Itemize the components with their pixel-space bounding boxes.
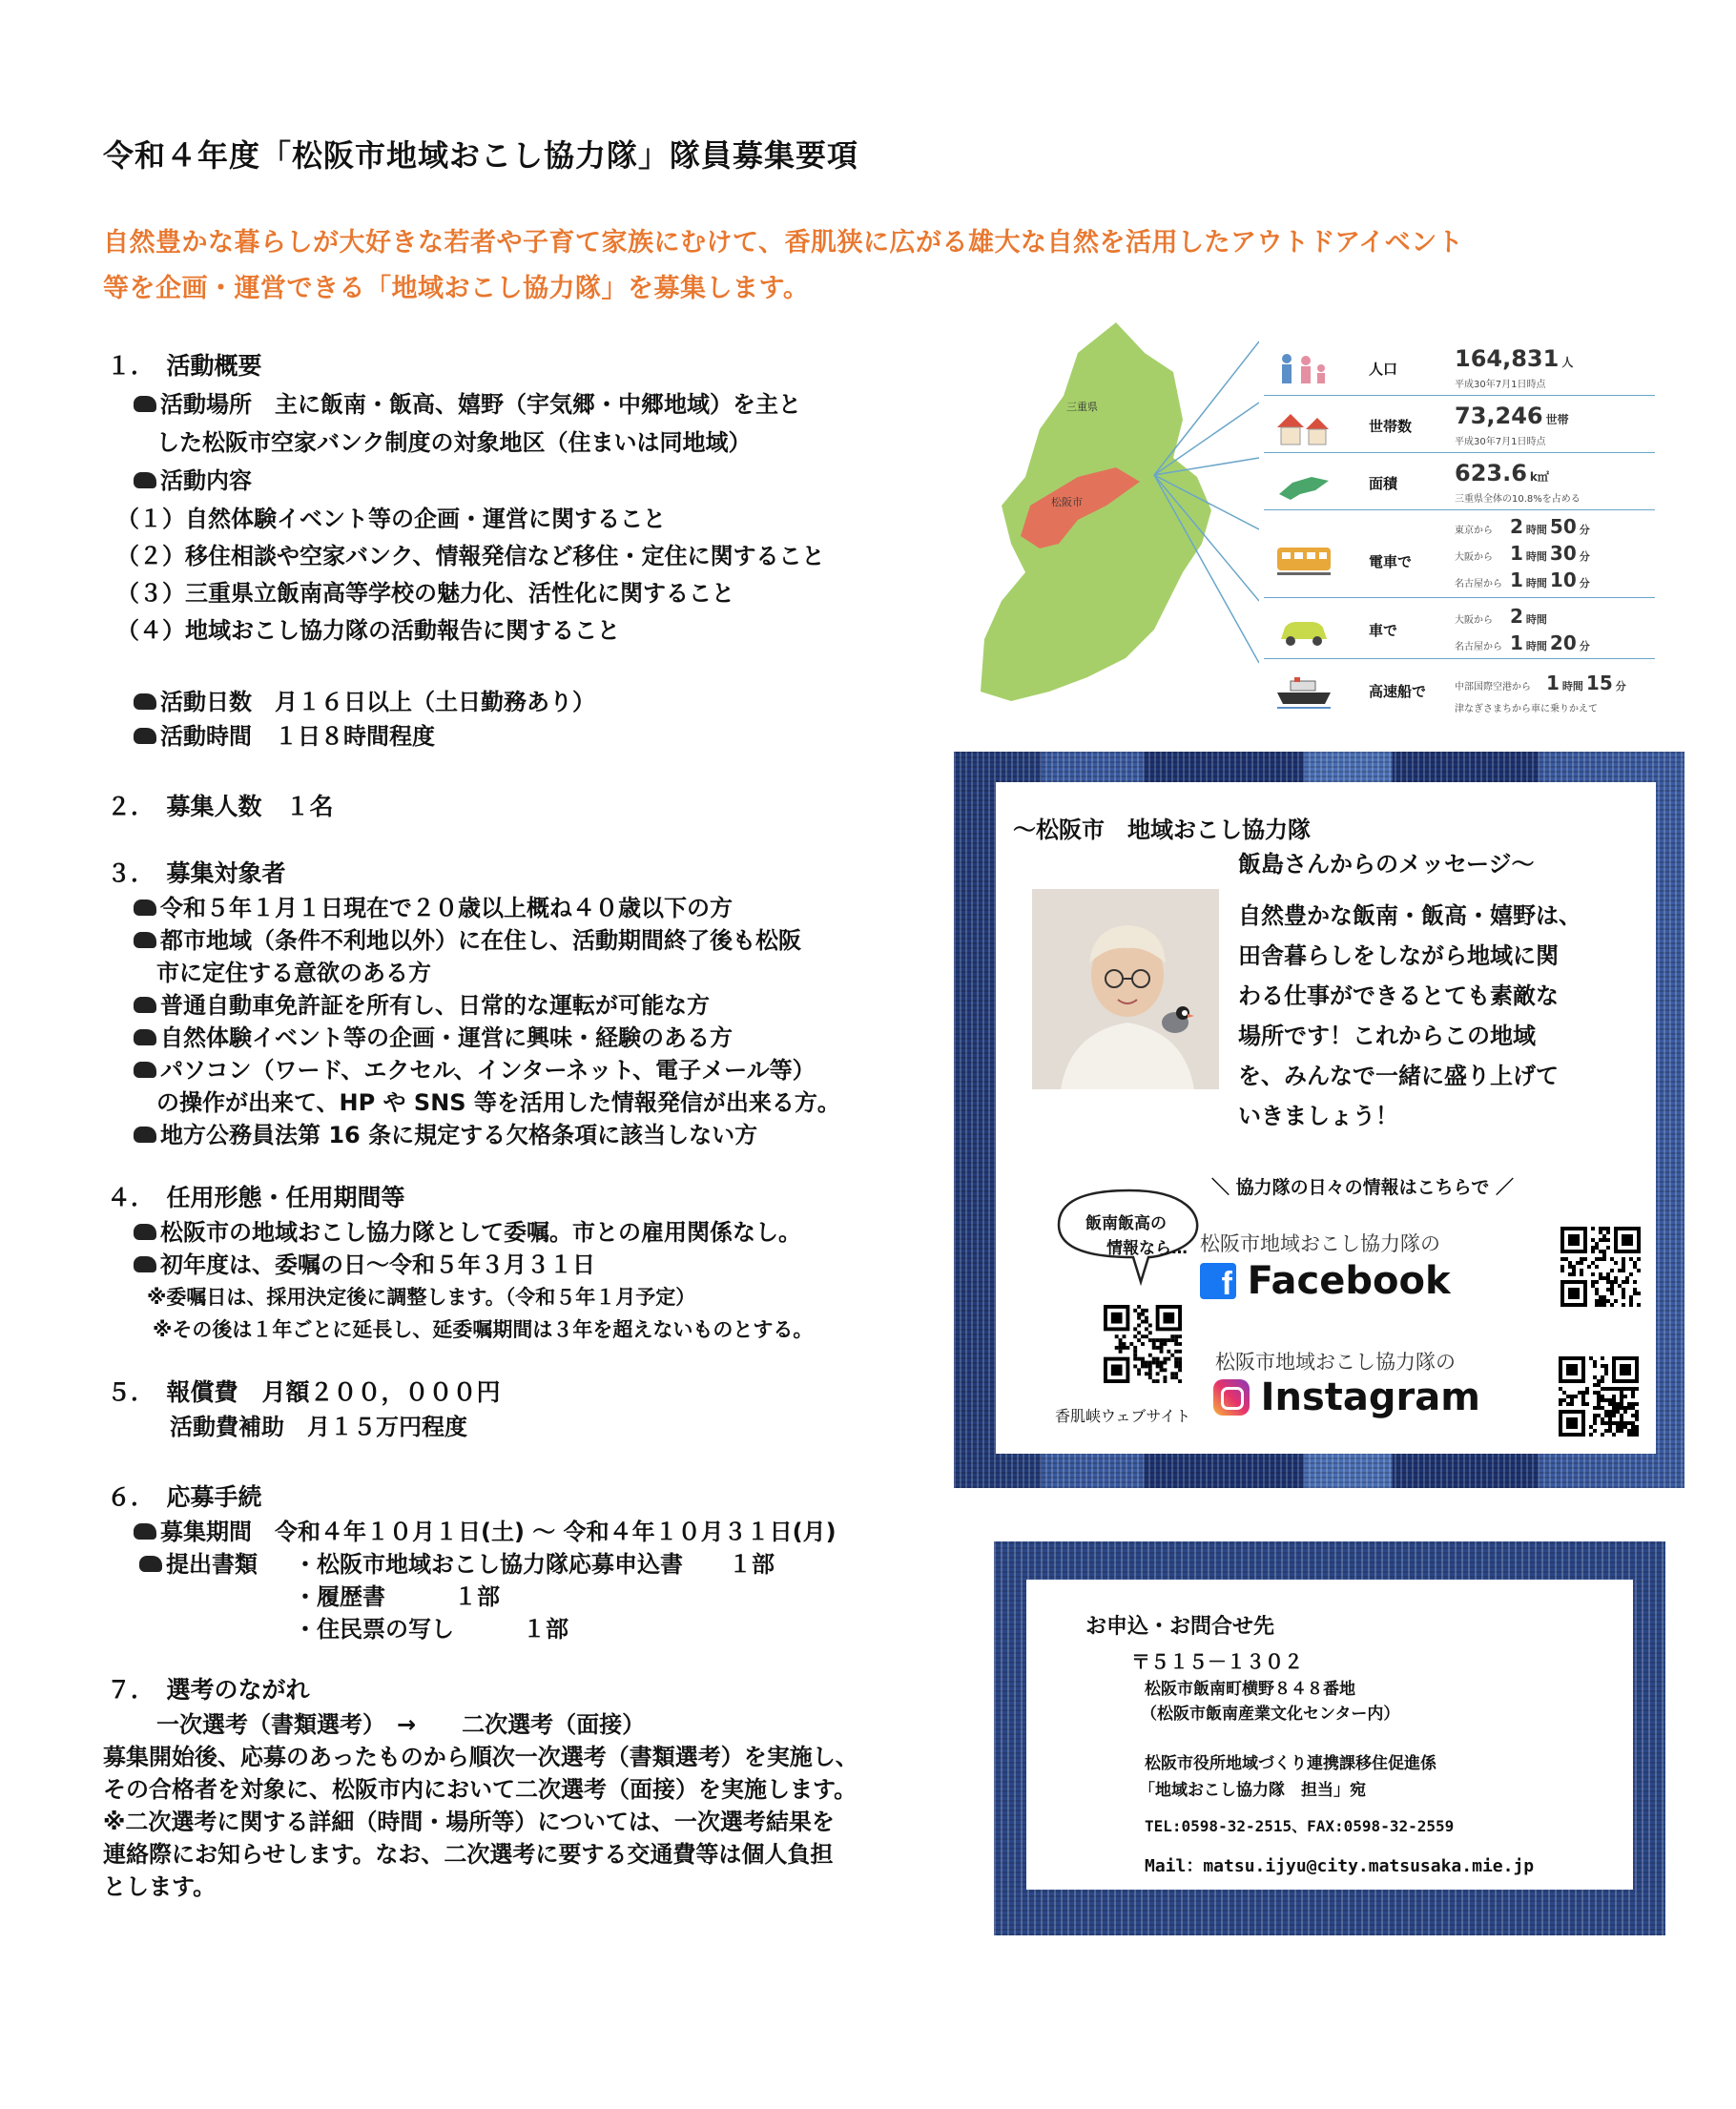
activity-item: （１）自然体験イベント等の企画・運営に関すること	[116, 506, 666, 532]
section-3-heading: ３． 募集対象者	[107, 859, 286, 887]
mie-prefecture-map	[973, 315, 1259, 706]
eligibility-item: 普通自動車免許証を所有し、日常的な運転が可能な方	[134, 986, 710, 1020]
contact-zip: 〒５１５－１３０２	[1131, 1650, 1303, 1673]
bullet-icon	[134, 899, 156, 916]
activity-item: （３）三重県立飯南高等学校の魅力化、活性化に関すること	[116, 580, 734, 607]
divider	[1264, 509, 1655, 510]
map-label-city: 松阪市	[1051, 496, 1083, 508]
required-doc: ・住民票の写し １部	[294, 1616, 568, 1643]
stat-area: 面積 623.6 k㎡ 三重県全体の10.8%を占める	[1264, 454, 1655, 517]
ship-icon	[1273, 673, 1334, 713]
eligibility-item: 地方公務員法第 16 条に規定する欠格条項に該当しない方	[134, 1116, 757, 1149]
bullet-icon	[134, 1523, 156, 1540]
required-docs-label: 提出書類	[139, 1545, 258, 1579]
facebook-caption: 松阪市地域おこし協力隊の	[1200, 1232, 1440, 1255]
contact-address: （松阪市飯南産業文化センター内）	[1141, 1705, 1400, 1724]
bubble-text: 情報なら…	[1106, 1239, 1188, 1258]
stat-car: 車で 大阪から 2 時間 名古屋から 1 時間 20 分	[1264, 601, 1655, 664]
map-label-mie: 三重県	[1066, 401, 1098, 413]
website-caption: 香肌峡ウェブサイト	[1055, 1407, 1191, 1425]
message-body-line: 田舎暮らしをしながら地域に関	[1238, 942, 1559, 969]
website-qr-code-icon[interactable]	[1097, 1305, 1188, 1383]
message-body-line: を、みんなで一緒に盛り上げて	[1238, 1063, 1559, 1089]
contact-card	[1026, 1580, 1633, 1890]
divider	[1264, 597, 1655, 598]
lead-text-line: 自然豊かな暮らしが大好きな若者や子育て家族にむけて、香肌狭に広がる雄大な自然を活用したアウトドアイベント	[103, 228, 1464, 258]
selection-body-line: とします。	[103, 1873, 217, 1900]
eligibility-item: 令和５年１月１日現在で２０歳以上概ね４０歳以下の方	[134, 889, 733, 922]
contact-email[interactable]: Mail：matsu.ijyu@city.matsusaka.mie.jp	[1145, 1856, 1535, 1876]
section-4-heading: ４． 任用形態・任用期間等	[107, 1184, 405, 1211]
message-body-line: わる仕事ができるとても素敵な	[1238, 982, 1559, 1009]
employment-note: ※その後は１年ごとに延長し、延委嘱期間は３年を超えないものとする。	[153, 1318, 814, 1341]
activity-place-cont: した松阪市空家バンク制度の対象地区（住まいは同地域）	[156, 429, 752, 456]
activity-hours: 活動時間 １日８時間程度	[134, 717, 435, 751]
selection-body-line: その合格者を対象に、松阪市内において二次選考（面接）を実施します。	[103, 1776, 858, 1803]
bullet-icon	[134, 1256, 156, 1272]
section-2-heading: ２． 募集人数 １名	[107, 793, 334, 820]
eligibility-item-cont: の操作が出来て、HP や SNS 等を活用した情報発信が出来る方。	[156, 1089, 840, 1116]
people-icon	[1273, 351, 1334, 391]
message-title: ～松阪市 地域おこし協力隊	[1013, 817, 1311, 843]
eligibility-item-cont: 市に定住する意欲のある方	[156, 960, 431, 986]
bubble-text: 飯南飯高の	[1085, 1214, 1167, 1233]
section-1-heading: １． 活動概要	[107, 352, 262, 380]
car-icon	[1273, 612, 1334, 652]
selection-flow: 一次選考（書類選考） → 二次選考（面接）	[156, 1711, 646, 1738]
bullet-icon	[134, 932, 156, 948]
divider	[1264, 395, 1655, 396]
bullet-icon	[134, 997, 156, 1013]
instagram-caption: 松阪市地域おこし協力隊の	[1215, 1351, 1456, 1374]
stat-train: 電車で 東京から 2 時間 50 分 大阪から 1 時間 30 分 名古屋から 1 時間 10 分	[1264, 515, 1655, 607]
mie-prefecture-shape	[981, 322, 1211, 701]
instagram-icon	[1213, 1379, 1250, 1416]
selection-body-line: 連絡際にお知らせします。なお、二次選考に要する交通費等は個人負担	[103, 1841, 834, 1868]
house-icon	[1273, 408, 1334, 448]
eligibility-item: 自然体験イベント等の企画・運営に興味・経験のある方	[134, 1019, 733, 1052]
contact-address: 松阪市飯南町横野８４８番地	[1145, 1680, 1355, 1699]
city-shape-icon	[1273, 465, 1334, 506]
required-doc: ・松阪市地域おこし協力隊応募申込書 １部	[294, 1551, 775, 1578]
activity-item: （２）移住相談や空家バンク、情報発信など移住・定住に関すること	[116, 543, 825, 569]
activity-item: （４）地域おこし協力隊の活動報告に関すること	[116, 617, 620, 644]
bullet-icon	[134, 396, 156, 412]
facebook-qr-code-icon[interactable]	[1555, 1227, 1646, 1307]
divider	[1264, 658, 1655, 659]
message-panel	[954, 752, 1684, 1488]
message-title: 飯島さんからのメッセージ～	[1238, 851, 1535, 878]
member-photo	[1032, 889, 1219, 1089]
employment-item: 松阪市の地域おこし協力隊として委嘱。市との雇用関係なし。	[134, 1213, 801, 1247]
message-card	[996, 782, 1656, 1454]
bullet-icon	[134, 693, 156, 710]
message-body-line: 場所です！これからこの地域	[1238, 1023, 1536, 1049]
stat-population: 人口 164,831 人 平成30年7月1日時点	[1264, 340, 1655, 403]
eligibility-item: 都市地域（条件不利地以外）に在住し、活動期間終了後も松阪	[134, 921, 801, 955]
selection-body-line: ※二次選考に関する詳細（時間・場所等）については、一次選考結果を	[103, 1809, 835, 1835]
selection-body-line: 募集開始後、応募のあったものから順次一次選考（書類選考）を実施し、	[103, 1744, 858, 1770]
activity-content-label: 活動内容	[134, 462, 252, 495]
instagram-link[interactable]: Instagram	[1213, 1375, 1480, 1419]
application-period: 募集期間 令和４年１０月１日(土) ～ 令和４年１０月３１日(月)	[134, 1513, 837, 1546]
employment-item: 初年度は、委嘱の日～令和５年３月３１日	[134, 1246, 595, 1279]
divider	[1264, 452, 1655, 453]
contact-panel	[994, 1541, 1665, 1935]
activity-subsidy: 活動費補助 月１５万円程度	[170, 1414, 467, 1440]
train-icon	[1273, 540, 1334, 580]
message-body-line: 自然豊かな飯南・飯高・嬉野は、	[1238, 902, 1581, 929]
bullet-icon	[134, 728, 156, 744]
contact-heading: お申込・お問合せ先	[1085, 1615, 1275, 1639]
lead-text-line: 等を企画・運営できる「地域おこし協力隊」を募集します。	[103, 274, 810, 303]
bullet-icon	[134, 1029, 156, 1045]
activity-days: 活動日数 月１６日以上（土日勤務あり）	[134, 683, 595, 716]
bullet-icon	[134, 1127, 156, 1143]
facebook-link[interactable]: f Facebook	[1200, 1259, 1451, 1303]
bullet-icon	[134, 1062, 156, 1078]
required-doc: ・履歴書 １部	[294, 1583, 500, 1610]
bullet-icon	[134, 1224, 156, 1240]
instagram-qr-code-icon[interactable]	[1553, 1356, 1644, 1437]
contact-department: 松阪市役所地域づくり連携課移住促進係	[1145, 1754, 1436, 1773]
info-banner: ＼ 協力隊の日々の情報はこちらで ／	[1211, 1177, 1515, 1198]
facebook-icon: f	[1200, 1263, 1236, 1299]
activity-place: 活動場所 主に飯南・飯高、嬉野（宇気郷・中郷地域）を主と	[134, 385, 801, 419]
stat-households: 世帯数 73,246 世帯 平成30年7月1日時点	[1264, 397, 1655, 460]
section-7-heading: ７． 選考のながれ	[107, 1676, 310, 1704]
eligibility-item: パソコン（ワード、エクセル、インターネット、電子メール等）	[134, 1051, 816, 1085]
contact-tel-fax: TEL:0598-32-2515、FAX:0598-32-2559	[1145, 1817, 1455, 1835]
bullet-icon	[139, 1556, 162, 1572]
employment-note: ※委嘱日は、採用決定後に調整します。（令和５年１月予定）	[147, 1286, 696, 1309]
page-title: 令和４年度「松阪市地域おこし協力隊」隊員募集要項	[103, 137, 859, 174]
bullet-icon	[134, 472, 156, 488]
message-body-line: いきましょう！	[1238, 1103, 1398, 1129]
section-6-heading: ６． 応募手続	[107, 1483, 262, 1511]
section-5-heading: ５． 報償費 月額２００，０００円	[107, 1378, 501, 1406]
stat-ship: 高速船で 中部国際空港から 1 時間 15 分 津なぎさまちから車に乗りかえて	[1264, 662, 1655, 725]
contact-attention: 「地域おこし協力隊 担当」宛	[1139, 1781, 1366, 1800]
